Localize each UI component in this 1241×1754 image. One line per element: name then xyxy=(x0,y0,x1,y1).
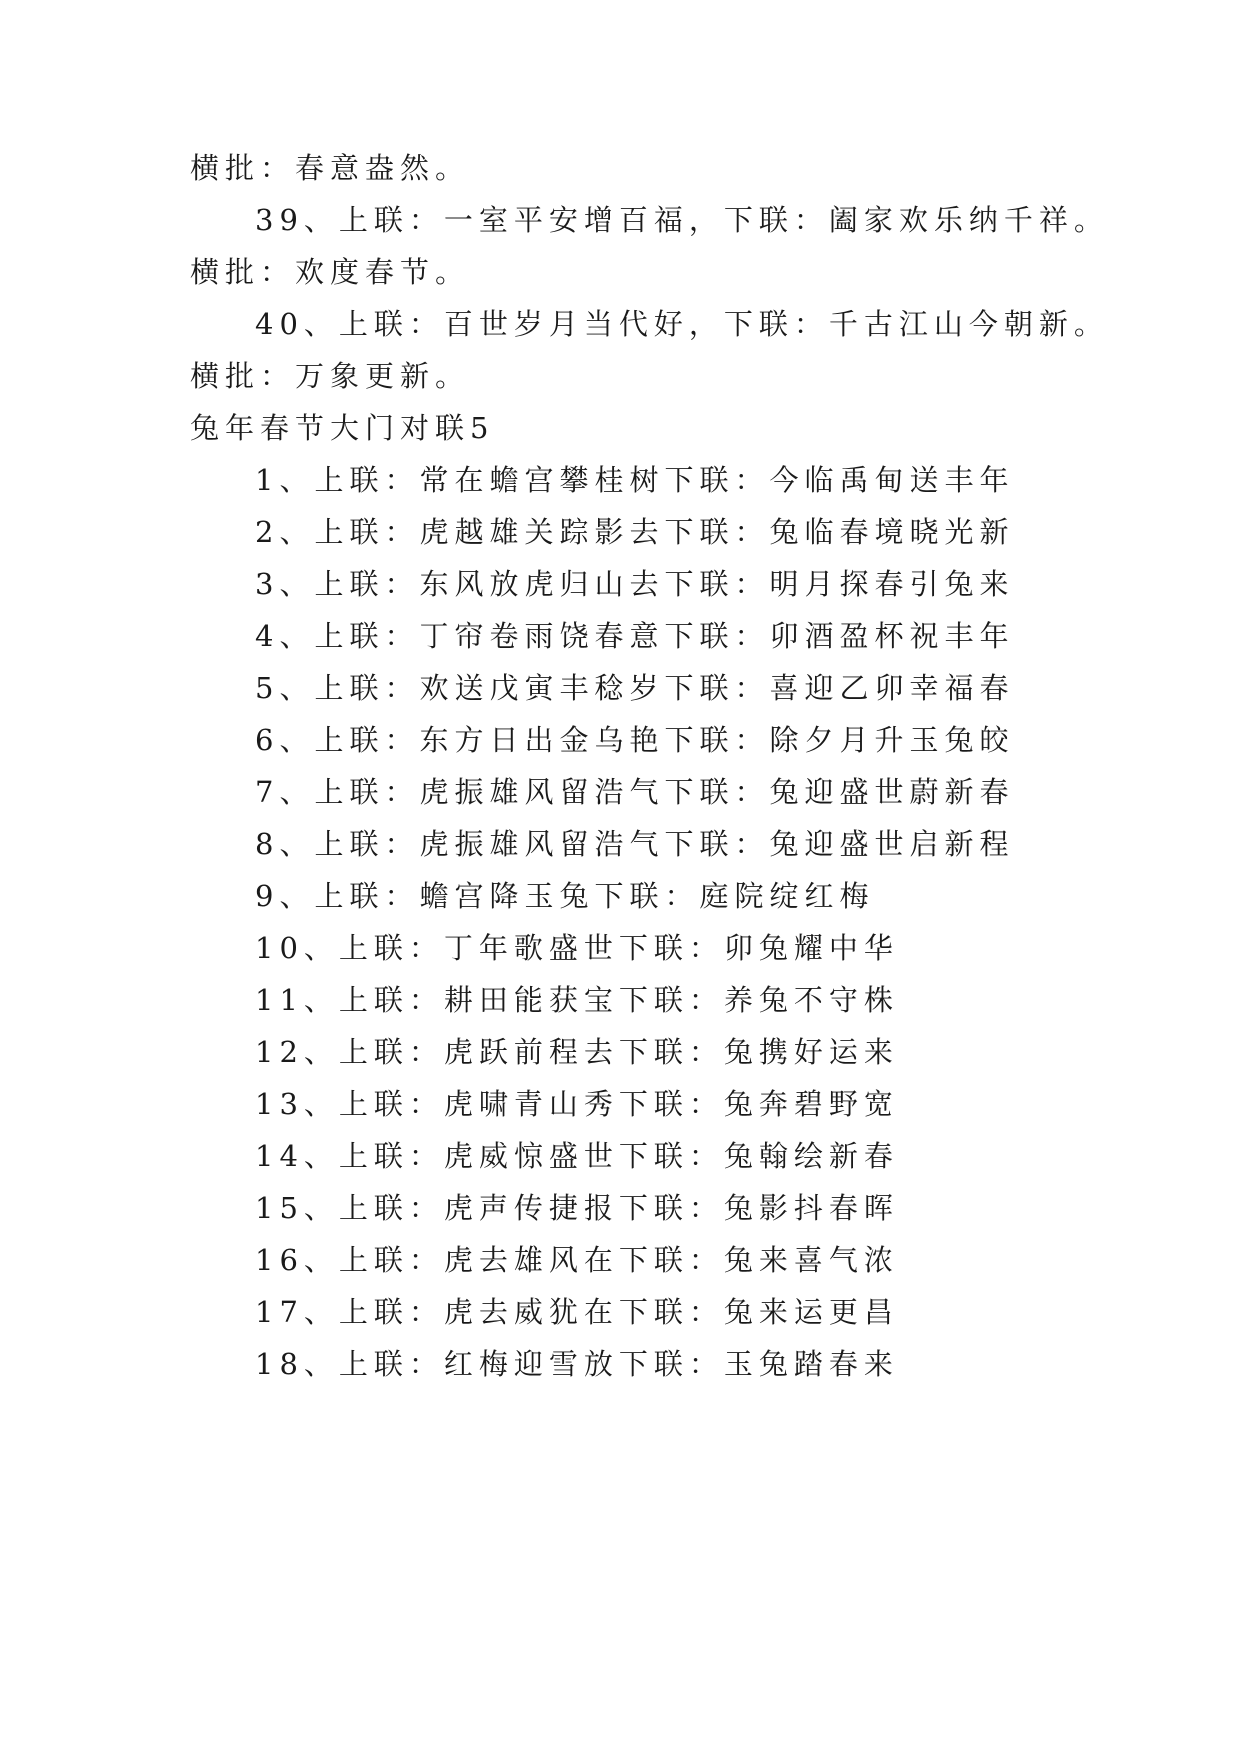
couplet-item: 4、上联：丁帘卷雨饶春意下联：卯酒盈杯祝丰年 xyxy=(255,619,1015,653)
couplet-item: 14、上联：虎威惊盛世下联：兔翰绘新春 xyxy=(255,1139,899,1173)
horizontal-scroll-40: 横批：万象更新。 xyxy=(190,359,471,393)
couplet-item: 7、上联：虎振雄风留浩气下联：兔迎盛世蔚新春 xyxy=(255,775,1015,809)
couplet-item: 3、上联：东风放虎归山去下联：明月探春引兔来 xyxy=(255,567,1015,601)
couplet-39: 39、上联：一室平安增百福，下联：阖家欢乐纳千祥。 xyxy=(255,203,1109,237)
couplet-40: 40、上联：百世岁月当代好，下联：千古江山今朝新。 xyxy=(255,307,1109,341)
couplet-item: 17、上联：虎去威犹在下联：兔来运更昌 xyxy=(255,1295,899,1329)
couplet-item: 15、上联：虎声传捷报下联：兔影抖春晖 xyxy=(255,1191,899,1225)
couplet-item: 18、上联：红梅迎雪放下联：玉兔踏春来 xyxy=(255,1347,899,1381)
couplet-item: 1、上联：常在蟾宫攀桂树下联：今临禹甸送丰年 xyxy=(255,463,1015,497)
horizontal-scroll-38: 横批：春意盎然。 xyxy=(190,151,471,185)
couplet-item: 11、上联：耕田能获宝下联：养兔不守株 xyxy=(255,983,899,1017)
couplet-item: 16、上联：虎去雄风在下联：兔来喜气浓 xyxy=(255,1243,899,1277)
couplet-item: 13、上联：虎啸青山秀下联：兔奔碧野宽 xyxy=(255,1087,899,1121)
couplet-item: 2、上联：虎越雄关踪影去下联：兔临春境晓光新 xyxy=(255,515,1015,549)
couplet-item: 8、上联：虎振雄风留浩气下联：兔迎盛世启新程 xyxy=(255,827,1015,861)
couplet-item: 5、上联：欢送戊寅丰稔岁下联：喜迎乙卯幸福春 xyxy=(255,671,1015,705)
couplet-item: 6、上联：东方日出金乌艳下联：除夕月升玉兔皎 xyxy=(255,723,1015,757)
couplet-item: 10、上联：丁年歌盛世下联：卯兔耀中华 xyxy=(255,931,899,965)
couplet-item: 12、上联：虎跃前程去下联：兔携好运来 xyxy=(255,1035,899,1069)
section-title: 兔年春节大门对联5 xyxy=(190,411,495,445)
horizontal-scroll-39: 横批：欢度春节。 xyxy=(190,255,471,289)
couplet-item: 9、上联：蟾宫降玉兔下联：庭院绽红梅 xyxy=(255,879,875,913)
